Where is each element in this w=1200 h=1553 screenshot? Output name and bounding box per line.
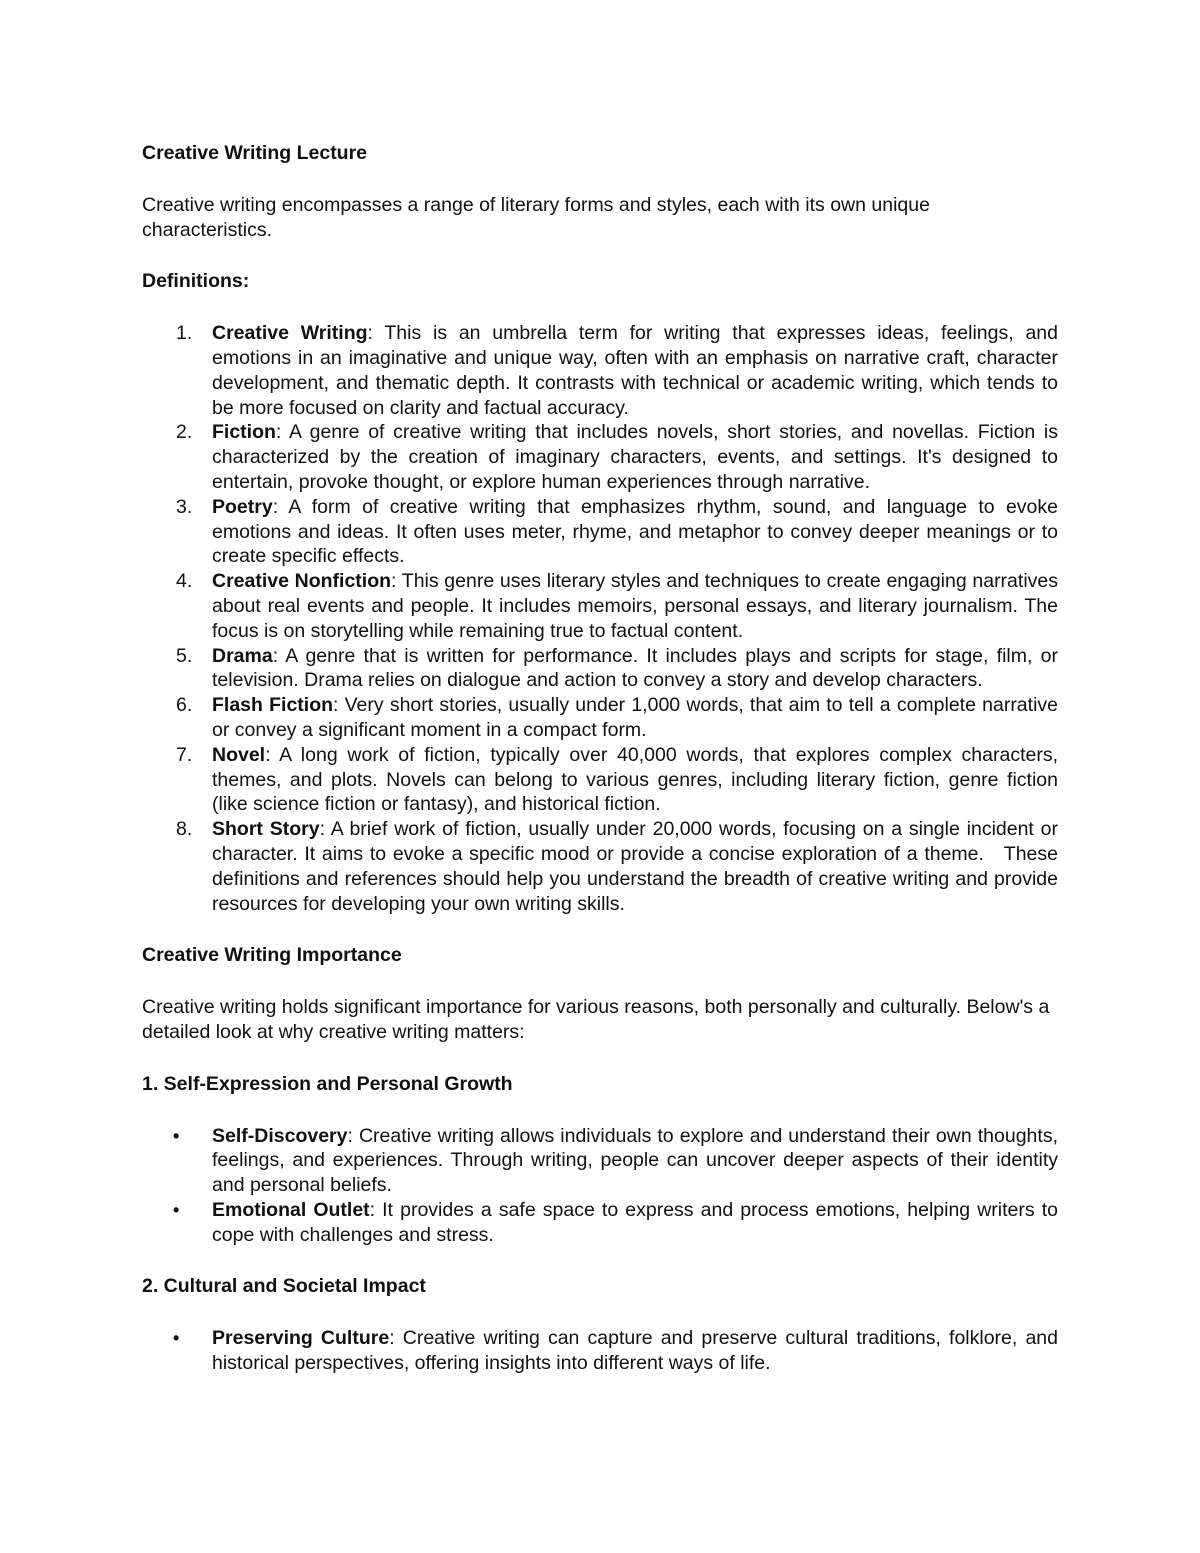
definition-item — [142, 817, 1064, 916]
definition-term: Flash Fiction — [212, 694, 334, 717]
bullet-icon: • — [173, 1199, 180, 1220]
list-number: 5. — [176, 644, 193, 667]
definition-item — [142, 420, 1058, 494]
list-number: 7. — [176, 743, 193, 766]
definition-item — [142, 644, 1058, 694]
bullet-text: : Creative writing allows individuals to explore and understand their own thoughts, feelings, and experiences. Through writing, people can uncover deeper aspects of their identity and personal beliefs. — [212, 1124, 1058, 1197]
definition-term: Creative Writing — [212, 322, 368, 345]
bullet-term: Self-Discovery — [212, 1124, 348, 1147]
definition-term: Drama — [212, 644, 273, 667]
definition-item — [142, 693, 1058, 743]
definitions-list — [142, 321, 1064, 916]
definition-term: Short Story — [212, 818, 320, 841]
bullet-icon: • — [173, 1328, 180, 1349]
bullet-item — [142, 1124, 1058, 1198]
definition-item — [142, 495, 1058, 569]
bullet-icon: • — [173, 1125, 180, 1146]
bullet-list — [142, 1326, 1058, 1376]
definition-term: Fiction — [212, 421, 276, 444]
definition-text: : Very short stories, usually under 1,000 words, that aim to tell a complete narrative or convey a significant moment in a compact form. — [212, 694, 1058, 741]
section-heading: 1. Self-Expression and Personal Growth — [142, 1072, 513, 1095]
definition-item — [142, 569, 1058, 643]
list-number: 4. — [176, 570, 193, 593]
definition-term: Poetry — [212, 495, 273, 518]
list-number: 2. — [176, 421, 193, 444]
definition-text: : A long work of fiction, typically over 40,000 words, that explores complex characters, themes, and plots. Novels can belong to various genres, including literary fiction, genre fiction (like science fiction or fantasy), and historical fiction. — [212, 743, 1058, 816]
list-number: 3. — [176, 495, 193, 518]
bullet-term: Preserving Culture — [212, 1327, 390, 1350]
section-heading: 2. Cultural and Societal Impact — [142, 1275, 426, 1298]
definition-term: Creative Nonfiction — [212, 570, 392, 593]
bullet-item — [142, 1198, 1058, 1248]
bullet-text: : It provides a safe space to express and process emotions, helping writers to cope with challenges and stress. — [212, 1198, 1058, 1246]
definition-text: : A genre of creative writing that includes novels, short stories, and novellas. Fiction is characterized by the creation of imaginary characters, events, and settings. It's designed to entertain, provoke thought, or explore human experiences through narrative. — [212, 421, 1058, 493]
bullet-term: Emotional Outlet — [212, 1198, 370, 1221]
definition-text: : A genre that is written for performance. It includes plays and scripts for stage, film, or television. Drama relies on dialogue and action to convey a story and develop characters. — [212, 644, 1058, 692]
document-page — [142, 141, 1064, 1376]
definition-text: : This genre uses literary styles and techniques to create engaging narratives about real events and people. It includes memoirs, personal essays, and literary journalism. The focus is on storytelling while remaining true to factual content. — [212, 570, 1058, 642]
list-number: 6. — [176, 694, 193, 717]
list-number: 1. — [176, 322, 193, 345]
definition-text: : A brief work of fiction, usually under 20,000 words, focusing on a single incident or character. It aims to evoke a specific mood or provide a concise exploration of a theme. These definitions and references should help you understand the breadth of creative writing and provide resources for developing your own writing skills. — [212, 818, 1064, 915]
bullet-text: : Creative writing can capture and preserve cultural traditions, folklore, and historical perspectives, offering insights into different ways of life. — [212, 1327, 1058, 1375]
intro-paragraph: Creative writing encompasses a range of literary forms and styles, each with its own unique characteristics. — [142, 193, 930, 241]
definition-item — [142, 743, 1058, 817]
definition-text: : This is an umbrella term for writing that expresses ideas, feelings, and emotions in an imaginative and unique way, often with an emphasis on narrative craft, character development, and thematic depth. It contrasts with technical or academic writing, which tends to be more focused on clarity and factual accuracy. — [212, 322, 1058, 419]
list-number: 8. — [176, 818, 193, 841]
importance-heading: Creative Writing Importance — [142, 944, 402, 967]
definition-item — [142, 321, 1058, 420]
definition-text: : A form of creative writing that emphasizes rhythm, sound, and language to evoke emotions and ideas. It often uses meter, rhyme, and metaphor to convey deeper meanings or to create specific effects. — [212, 495, 1058, 568]
importance-intro: Creative writing holds significant importance for various reasons, both personally and culturally. Below's a detailed look at why creative writing matters: — [142, 996, 1050, 1043]
document-title: Creative Writing Lecture — [142, 142, 368, 164]
bullet-item — [142, 1326, 1058, 1376]
definition-term: Novel — [212, 743, 266, 766]
bullet-list — [142, 1124, 1058, 1248]
definitions-heading: Definitions: — [142, 270, 250, 293]
